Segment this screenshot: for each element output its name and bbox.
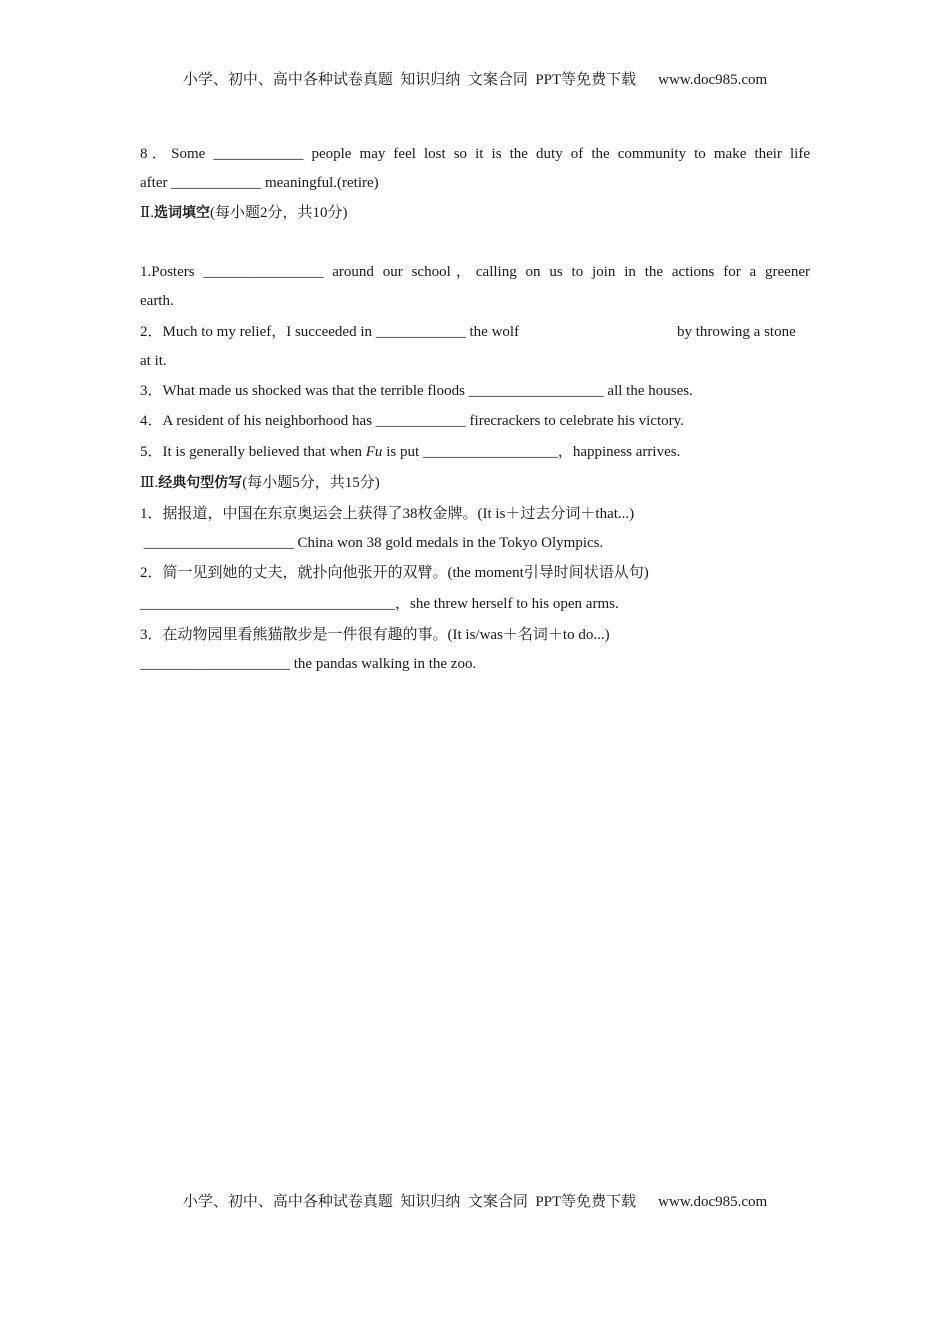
header-site: www.doc985.com: [658, 72, 768, 88]
section-3-number: Ⅲ.: [140, 475, 159, 491]
q8-line1: 8．Some ____________ people may feel lost so it is the duty of the community to make their life: [140, 146, 810, 162]
s2-q2-line1-left: 2．Much to my relief，I succeeded in ____________ the wolf: [140, 324, 520, 340]
section-3-heading: [140, 473, 380, 493]
s3-q1-prompt: 1．据报道，中国在东京奥运会上获得了38枚金牌。(It is＋过去分词＋that...): [140, 506, 635, 522]
q8-line2: after ____________ meaningful.(retire): [140, 175, 379, 191]
s2-q1-line2: earth.: [140, 293, 174, 309]
section-2-number: Ⅱ.: [140, 205, 154, 221]
s2-q5-pre: 5．It is generally believed that when: [140, 444, 366, 460]
s2-q1-line1: 1.Posters ________________ around our school，calling on us to join in the actions for a greener: [140, 264, 810, 280]
section-3-title: 经典句型仿写: [158, 475, 243, 491]
s3-q2-answer-line: __________________________________，she threw herself to his open arms.: [140, 596, 619, 612]
s3-q2-prompt: 2．简一见到她的丈夫，就扑向他张开的双臂。(the moment引导时间状语从句): [140, 565, 649, 581]
s2-q5-fu: Fu: [365, 444, 383, 460]
s3-q3-answer-line: ____________________ the pandas walking in the zoo.: [140, 656, 477, 672]
s3-q3-prompt: 3．在动物园里看熊猫散步是一件很有趣的事。(It is/was＋名词＋to do...): [140, 627, 610, 643]
s2-q5: [140, 442, 680, 462]
header-text: 小学、初中、高中各种试卷真题 知识归纳 文案合同 PPT等免费下载: [182, 72, 637, 88]
page-footer: [0, 1190, 950, 1211]
s2-q2-line1-right: by throwing a stone: [677, 324, 796, 340]
s2-q2-line2: at it.: [140, 353, 167, 369]
section-2-note: (每小题2分，共10分): [209, 205, 348, 221]
s2-q5-post: is put __________________，happiness arrives.: [382, 444, 681, 460]
s2-q4: 4．A resident of his neighborhood has ____________ firecrackers to celebrate his victory.: [140, 413, 684, 429]
footer-site: www.doc985.com: [658, 1194, 768, 1210]
s2-q3: 3．What made us shocked was that the terrible floods __________________ all the houses.: [140, 383, 693, 399]
section-2-heading: [140, 203, 347, 223]
section-2-title: 选词填空: [153, 205, 210, 221]
page-header: [0, 68, 950, 89]
s3-q1-answer-line: ____________________ China won 38 gold medals in the Tokyo Olympics.: [140, 535, 604, 551]
section-3-note: (每小题5分，共15分): [242, 475, 380, 491]
footer-text: 小学、初中、高中各种试卷真题 知识归纳 文案合同 PPT等免费下载: [182, 1194, 637, 1210]
